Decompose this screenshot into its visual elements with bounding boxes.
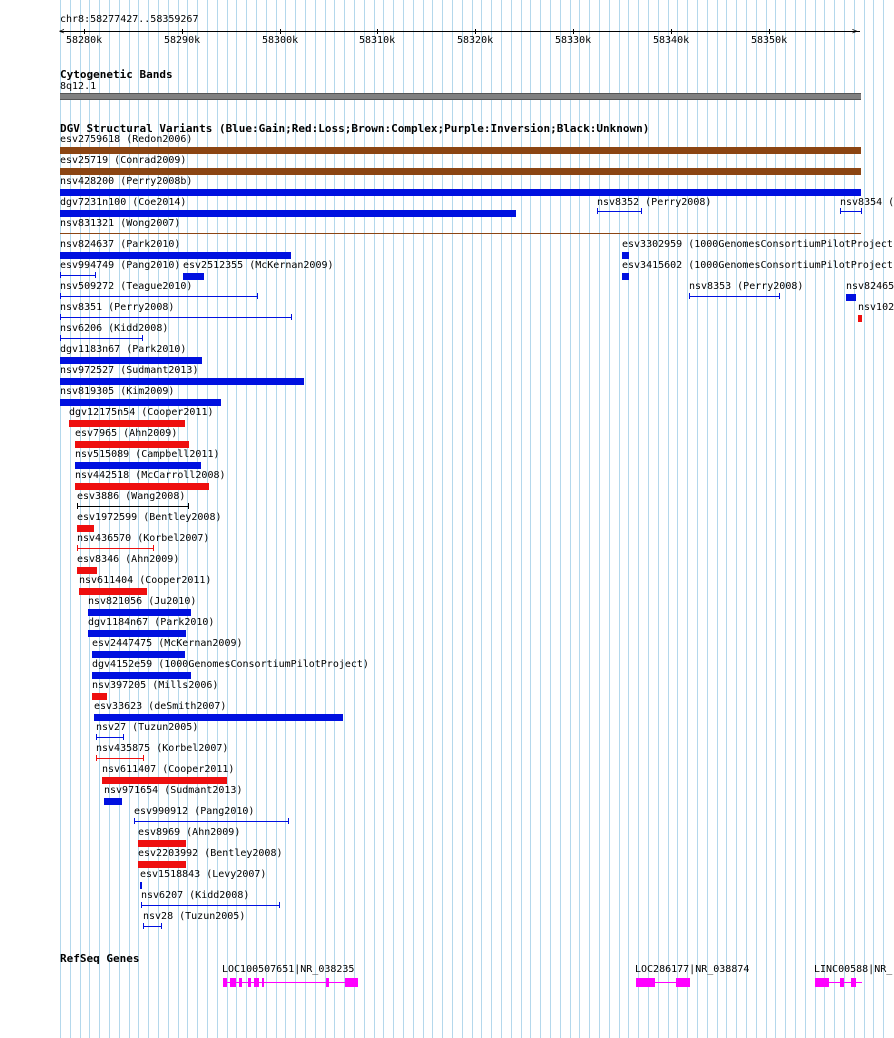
dgv-feature-line[interactable] [60,233,861,234]
grid-line [589,0,590,1038]
grid-line [619,0,620,1038]
ruler-tick-label: 58340k [653,35,690,46]
dgv-feature-bar[interactable] [60,378,304,385]
grid-line [775,0,776,1038]
dgv-feature-bar[interactable] [88,630,186,637]
grid-line [609,0,610,1038]
dgv-feature-label[interactable]: nsv509272 (Teague2010) [60,281,193,292]
ruler-tick [769,29,770,34]
dgv-feature-label[interactable]: nsv611407 (Cooper2011) [102,764,235,775]
grid-line [530,0,531,1038]
grid-line [442,0,443,1038]
dgv-feature-end-tick [143,755,144,761]
grid-line [246,0,247,1038]
grid-line [354,0,355,1038]
ruler-tick-label: 58350k [751,35,788,46]
grid-line [491,0,492,1038]
grid-line [393,0,394,1038]
grid-line [550,0,551,1038]
ruler-tick [475,29,476,34]
grid-line [423,0,424,1038]
dgv-feature-label[interactable]: nsv611404 (Cooper2011) [79,575,212,586]
dgv-feature-label[interactable]: nsv8354 ( [840,197,894,208]
grid-line [305,0,306,1038]
dgv-feature-bar[interactable] [69,420,185,427]
dgv-feature-label[interactable]: nsv515089 (Campbell2011) [75,449,220,460]
dgv-feature-end-tick [141,902,142,908]
refseq-exon[interactable] [851,978,856,987]
cytoband-track-title: Cytogenetic Bands [60,68,173,81]
grid-line [403,0,404,1038]
dgv-feature-end-tick [123,734,124,740]
dgv-feature-bar[interactable] [138,840,186,847]
cytoband-ideogram[interactable] [60,93,861,100]
dgv-feature-end-tick [279,902,280,908]
dgv-feature-label[interactable]: nsv397205 (Mills2006) [92,680,219,691]
ruler-tick-label: 58310k [359,35,396,46]
dgv-feature-end-tick [143,923,144,929]
dgv-feature-label[interactable]: esv25719 (Conrad2009) [60,155,187,166]
dgv-feature-end-tick [96,734,97,740]
dgv-feature-end-tick [597,208,598,214]
dgv-feature-label[interactable]: esv2512355 (McKernan2009) [183,260,334,271]
ruler-tick-label: 58320k [457,35,494,46]
dgv-feature-bar[interactable] [60,189,861,196]
dgv-feature-label[interactable]: nsv821056 (Ju2010) [88,596,197,607]
dgv-feature-bar[interactable] [858,315,862,322]
dgv-feature-line[interactable] [689,296,779,297]
grid-line [805,0,806,1038]
grid-line [462,0,463,1038]
refseq-exon[interactable] [840,978,844,987]
dgv-feature-bar[interactable] [60,210,516,217]
grid-line [570,0,571,1038]
grid-line [795,0,796,1038]
dgv-feature-end-tick [161,923,162,929]
grid-line [726,0,727,1038]
grid-line [521,0,522,1038]
dgv-feature-bar[interactable] [92,651,185,658]
dgv-feature-label[interactable]: nsv8351 (Perry2008) [60,302,175,313]
dgv-feature-end-tick [60,293,61,299]
dgv-feature-end-tick [188,503,189,509]
dgv-feature-bar[interactable] [77,567,97,574]
grid-line [432,0,433,1038]
dgv-feature-label[interactable]: nsv6207 (Kidd2008) [141,890,250,901]
dgv-feature-label[interactable]: nsv819305 (Kim2009) [60,386,175,397]
grid-line [364,0,365,1038]
grid-line [579,0,580,1038]
grid-line [295,0,296,1038]
dgv-feature-bar[interactable] [846,294,856,301]
dgv-feature-label[interactable]: nsv428200 (Perry2008b) [60,176,193,187]
ruler-tick [377,29,378,34]
dgv-feature-label[interactable]: esv2759618 (Redon2006) [60,134,193,145]
grid-line [285,0,286,1038]
dgv-feature-line[interactable] [134,821,288,822]
grid-line [864,0,865,1038]
dgv-feature-end-tick [291,314,292,320]
position-readout: chr8:58277427..58359267 [60,14,199,25]
dgv-feature-bar[interactable] [60,147,861,154]
dgv-feature-line[interactable] [60,296,257,297]
refseq-gene-label[interactable]: LINC00588|NR_ [814,964,893,975]
grid-line [677,0,678,1038]
dgv-feature-line[interactable] [141,905,279,906]
grid-line [687,0,688,1038]
dgv-feature-bar[interactable] [138,861,186,868]
grid-line [648,0,649,1038]
dgv-feature-end-tick [861,208,862,214]
ruler-right-arrow-icon: > [852,27,858,37]
dgv-feature-bar[interactable] [60,252,291,259]
dgv-feature-end-tick [153,545,154,551]
dgv-feature-label[interactable]: dgv4152e59 (1000GenomesConsortiumPilotProject) [92,659,369,670]
dgv-feature-label[interactable]: esv3415602 (1000GenomesConsortiumPilotProject [622,260,893,271]
dgv-feature-end-tick [60,272,61,278]
grid-line [511,0,512,1038]
refseq-exon[interactable] [636,978,655,987]
dgv-feature-end-tick [142,335,143,341]
grid-line [785,0,786,1038]
dgv-feature-bar[interactable] [104,798,122,805]
grid-line [383,0,384,1038]
dgv-feature-bar[interactable] [92,693,107,700]
grid-line [883,0,884,1038]
dgv-feature-label[interactable]: dgv1183n67 (Park2010) [60,344,187,355]
dgv-feature-label[interactable]: esv990912 (Pang2010) [134,806,255,817]
dgv-feature-bar[interactable] [622,273,629,280]
dgv-feature-label[interactable]: esv1518843 (Levy2007) [140,869,267,880]
refseq-exon[interactable] [815,978,829,987]
grid-line [481,0,482,1038]
dgv-feature-line[interactable] [77,548,153,549]
grid-line [413,0,414,1038]
dgv-feature-label[interactable]: dgv12175n54 (Cooper2011) [69,407,214,418]
refseq-exon[interactable] [248,978,251,987]
dgv-feature-label[interactable]: nsv972527 (Sudmant2013) [60,365,199,376]
grid-line [873,0,874,1038]
dgv-feature-label[interactable]: nsv442518 (McCarroll2008) [75,470,226,481]
dgv-feature-label[interactable]: esv2447475 (McKernan2009) [92,638,243,649]
dgv-feature-label[interactable]: nsv824637 (Park2010) [60,239,181,250]
ruler-left-arrow-icon: < [59,27,65,37]
dgv-feature-label[interactable]: nsv6206 (Kidd2008) [60,323,169,334]
cytoband-label: 8q12.1 [60,81,97,92]
dgv-feature-bar[interactable] [60,357,202,364]
dgv-feature-end-tick [779,293,780,299]
dgv-feature-label[interactable]: nsv8353 (Perry2008) [689,281,804,292]
grid-line [668,0,669,1038]
dgv-feature-end-tick [134,818,135,824]
grid-line [815,0,816,1038]
grid-line [472,0,473,1038]
grid-line [560,0,561,1038]
grid-line [628,0,629,1038]
dgv-feature-label[interactable]: nsv971654 (Sudmant2013) [104,785,243,796]
grid-line [276,0,277,1038]
dgv-feature-bar[interactable] [622,252,629,259]
dgv-feature-line[interactable] [96,758,143,759]
dgv-feature-bar[interactable] [88,609,191,616]
refseq-intron-line[interactable] [223,982,358,983]
grid-line [599,0,600,1038]
dgv-feature-bar[interactable] [60,168,861,175]
dgv-feature-label[interactable]: esv8969 (Ahn2009) [138,827,241,838]
grid-line [540,0,541,1038]
dgv-feature-label[interactable]: esv3886 (Wang2008) [77,491,186,502]
grid-line [374,0,375,1038]
dgv-feature-label[interactable]: esv2203992 (Bentley2008) [138,848,283,859]
dgv-feature-label[interactable]: esv3302959 (1000GenomesConsortiumPilotProject [622,239,893,250]
grid-line [315,0,316,1038]
grid-line [746,0,747,1038]
grid-line [452,0,453,1038]
refseq-exon[interactable] [326,978,329,987]
refseq-exon[interactable] [345,978,358,987]
refseq-exon[interactable] [230,978,236,987]
grid-line [334,0,335,1038]
dgv-feature-label[interactable]: esv994749 (Pang2010) [60,260,181,271]
ruler-tick [280,29,281,34]
dgv-feature-label[interactable]: nsv435875 (Korbel2007) [96,743,229,754]
grid-line [227,0,228,1038]
ruler-axis [60,31,860,32]
dgv-feature-line[interactable] [840,211,861,212]
ruler-tick [671,29,672,34]
dgv-feature-end-tick [288,818,289,824]
dgv-feature-end-tick [60,314,61,320]
grid-line [501,0,502,1038]
dgv-feature-label[interactable]: esv33623 (deSmith2007) [94,701,227,712]
grid-line [236,0,237,1038]
grid-line [766,0,767,1038]
dgv-feature-end-tick [95,272,96,278]
ruler-tick-label: 58300k [262,35,299,46]
ruler-tick [573,29,574,34]
dgv-feature-label[interactable]: nsv28 (Tuzun2005) [143,911,246,922]
dgv-feature-label[interactable]: dgv1184n67 (Park2010) [88,617,215,628]
refseq-gene-label[interactable]: LOC100507651|NR_038235 [222,964,355,975]
grid-line [638,0,639,1038]
grid-line [824,0,825,1038]
dgv-feature-label[interactable]: esv8346 (Ahn2009) [77,554,180,565]
dgv-feature-end-tick [60,335,61,341]
dgv-feature-end-tick [840,208,841,214]
dgv-feature-end-tick [96,755,97,761]
grid-line [717,0,718,1038]
dgv-feature-label[interactable]: nsv102 [858,302,894,313]
dgv-feature-line[interactable] [597,211,641,212]
grid-line [256,0,257,1038]
dgv-feature-end-tick [257,293,258,299]
dgv-feature-bar[interactable] [75,483,209,490]
grid-line [834,0,835,1038]
dgv-feature-bar[interactable] [75,462,201,469]
ruler-tick [84,29,85,34]
dgv-feature-bar[interactable] [77,525,94,532]
dgv-feature-label[interactable]: esv7965 (Ahn2009) [75,428,178,439]
dgv-feature-label[interactable]: nsv82465 [846,281,894,292]
ruler-tick-label: 58330k [555,35,592,46]
dgv-feature-end-tick [77,503,78,509]
dgv-feature-line[interactable] [96,737,123,738]
dgv-feature-bar[interactable] [92,672,191,679]
dgv-feature-label[interactable]: nsv8352 (Perry2008) [597,197,712,208]
refseq-exon[interactable] [254,978,259,987]
dgv-feature-bar[interactable] [94,714,343,721]
grid-line [266,0,267,1038]
dgv-feature-label[interactable]: nsv27 (Tuzun2005) [96,722,199,733]
refseq-exon[interactable] [223,978,227,987]
dgv-feature-label[interactable]: esv1972599 (Bentley2008) [77,512,222,523]
dgv-feature-bar[interactable] [140,882,142,889]
dgv-feature-bar[interactable] [60,399,221,406]
grid-line [697,0,698,1038]
refseq-exon[interactable] [239,978,242,987]
refseq-exon[interactable] [676,978,690,987]
dgv-feature-label[interactable]: nsv436570 (Korbel2007) [77,533,210,544]
dgv-feature-line[interactable] [77,506,188,507]
refseq-track-title: RefSeq Genes [60,952,140,965]
dgv-feature-end-tick [641,208,642,214]
grid-line [658,0,659,1038]
grid-line [756,0,757,1038]
grid-line [325,0,326,1038]
dgv-feature-end-tick [689,293,690,299]
dgv-feature-line[interactable] [143,926,161,927]
grid-line [736,0,737,1038]
dgv-feature-label[interactable]: nsv831321 (Wong2007) [60,218,181,229]
ruler-tick-label: 58280k [66,35,103,46]
refseq-exon[interactable] [262,978,264,987]
grid-line [707,0,708,1038]
ruler-tick-label: 58290k [164,35,201,46]
dgv-feature-line[interactable] [60,275,95,276]
refseq-gene-label[interactable]: LOC286177|NR_038874 [635,964,750,975]
dgv-feature-bar[interactable] [79,588,147,595]
dgv-feature-label[interactable]: dgv7231n100 (Coe2014) [60,197,187,208]
ruler-tick [182,29,183,34]
dgv-feature-line[interactable] [60,317,291,318]
dgv-feature-line[interactable] [60,338,142,339]
grid-line [852,0,858,1038]
grid-line [844,0,845,1038]
dgv-feature-bar[interactable] [102,777,227,784]
grid-line [344,0,345,1038]
dgv-feature-bar[interactable] [183,273,204,280]
dgv-feature-bar[interactable] [75,441,189,448]
dgv-feature-end-tick [77,545,78,551]
dgv-track-title: DGV Structural Variants (Blue:Gain;Red:Loss;Brown:Complex;Purple:Inversion;Black:Unknown) [60,122,650,135]
